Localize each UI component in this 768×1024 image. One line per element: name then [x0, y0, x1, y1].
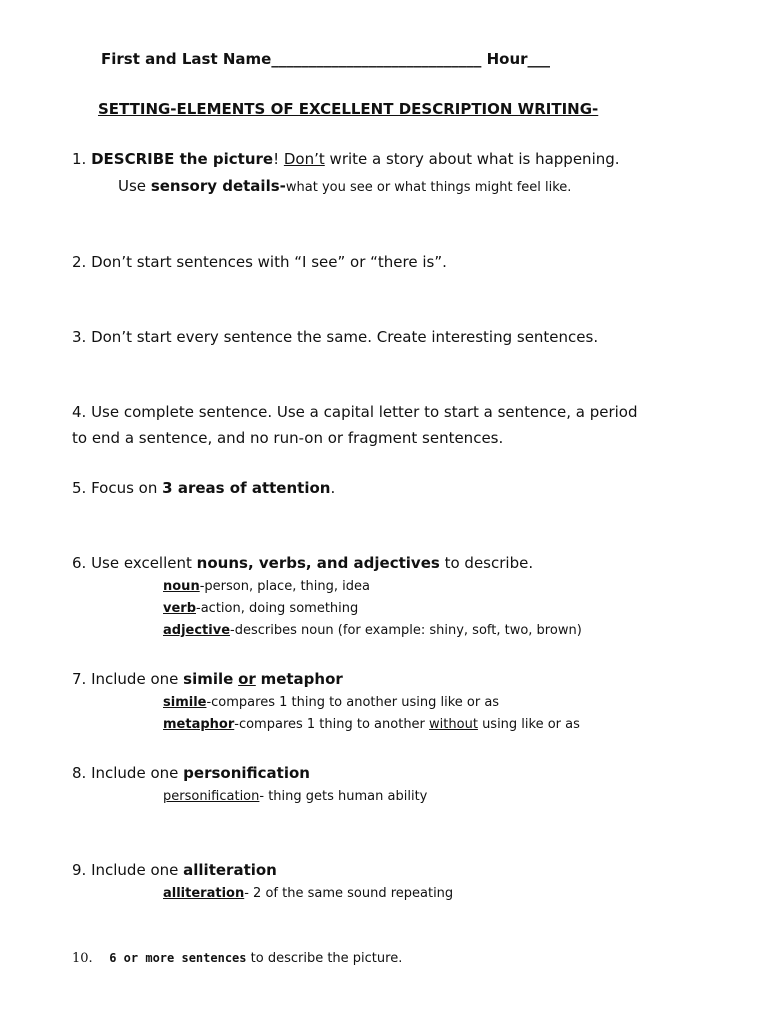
item-1-bold: DESCRIBE the picture	[91, 150, 274, 168]
noun-term: noun	[163, 579, 200, 594]
metaphor-def-b: using like or as	[482, 717, 580, 732]
name-blank: ____________________________	[271, 50, 482, 68]
adjective-definition	[163, 624, 582, 637]
adjective-def: -describes noun (for example: shiny, soft, two, brown)	[230, 623, 582, 638]
simile-term: simile	[163, 695, 207, 710]
verb-term: verb	[163, 601, 197, 616]
noun-definition	[163, 580, 370, 593]
item-1-subline	[118, 179, 571, 194]
hour-label: Hour	[486, 50, 528, 68]
metaphor-def-a: -compares 1 thing to another	[234, 717, 425, 732]
name-label: First and Last Name	[101, 50, 272, 68]
item-1-number: 1.	[72, 150, 87, 168]
noun-def: -person, place, thing, idea	[199, 579, 370, 594]
simile-def: -compares 1 thing to another using like or as	[206, 695, 500, 710]
item-9	[72, 863, 277, 878]
simile-definition	[163, 696, 499, 709]
hour-blank: ___	[527, 50, 551, 68]
item-10	[72, 952, 402, 965]
item-5-lead: 5. Focus on	[72, 479, 158, 497]
item-1-sub-rest: what you see or what things might feel like.	[285, 180, 572, 195]
item-6	[72, 556, 533, 571]
page-title: SETTING-ELEMENTS OF EXCELLENT DESCRIPTION WRITING-	[98, 100, 599, 118]
item-1-sub-lead: Use	[118, 177, 147, 195]
item-8	[72, 766, 310, 781]
item-1-sub-bold: sensory details-	[150, 177, 286, 195]
item-1-exclaim: !	[273, 150, 280, 168]
item-9-bold: alliteration	[183, 861, 277, 879]
verb-definition	[163, 602, 358, 615]
alliteration-definition	[163, 887, 453, 900]
alliteration-term: alliteration	[163, 886, 245, 901]
personification-def: - thing gets human ability	[259, 789, 428, 804]
item-10-number: 10.	[72, 951, 93, 966]
item-5-tail: .	[330, 479, 336, 497]
item-1-underlined: Don’t	[283, 150, 325, 168]
item-10-bold: 6 or more sentences	[109, 951, 247, 965]
adjective-term: adjective	[163, 623, 231, 638]
item-5	[72, 481, 335, 496]
item-5-bold: 3 areas of attention	[162, 479, 331, 497]
metaphor-term: metaphor	[163, 717, 235, 732]
item-6-lead: 6. Use excellent	[72, 554, 192, 572]
item-7	[72, 672, 343, 687]
item-9-lead: 9. Include one	[72, 861, 179, 879]
metaphor-definition	[163, 718, 580, 731]
item-4-line-1: 4. Use complete sentence. Use a capital letter to start a sentence, a period	[72, 403, 638, 421]
metaphor-without: without	[429, 717, 478, 732]
personification-definition	[163, 790, 427, 803]
name-hour-header	[101, 52, 550, 67]
alliteration-def: - 2 of the same sound repeating	[244, 886, 454, 901]
item-7-lead: 7. Include one	[72, 670, 179, 688]
item-1-rest: write a story about what is happening.	[329, 150, 620, 168]
item-8-bold: personification	[183, 764, 310, 782]
item-6-tail: to describe.	[444, 554, 534, 572]
item-7-simile: simile	[183, 670, 234, 688]
item-7-metaphor: metaphor	[260, 670, 343, 688]
item-1	[72, 152, 620, 167]
item-7-or: or	[238, 670, 256, 688]
item-10-tail: to describe the picture.	[250, 951, 403, 966]
item-8-lead: 8. Include one	[72, 764, 179, 782]
verb-def: -action, doing something	[196, 601, 359, 616]
personification-term: personification	[163, 789, 260, 804]
item-4-line-2: to end a sentence, and no run-on or fragment sentences.	[72, 429, 504, 447]
item-2: 2. Don’t start sentences with “I see” or “there is”.	[72, 253, 447, 271]
item-3: 3. Don’t start every sentence the same. Create interesting sentences.	[72, 328, 599, 346]
item-6-bold: nouns, verbs, and adjectives	[196, 554, 440, 572]
